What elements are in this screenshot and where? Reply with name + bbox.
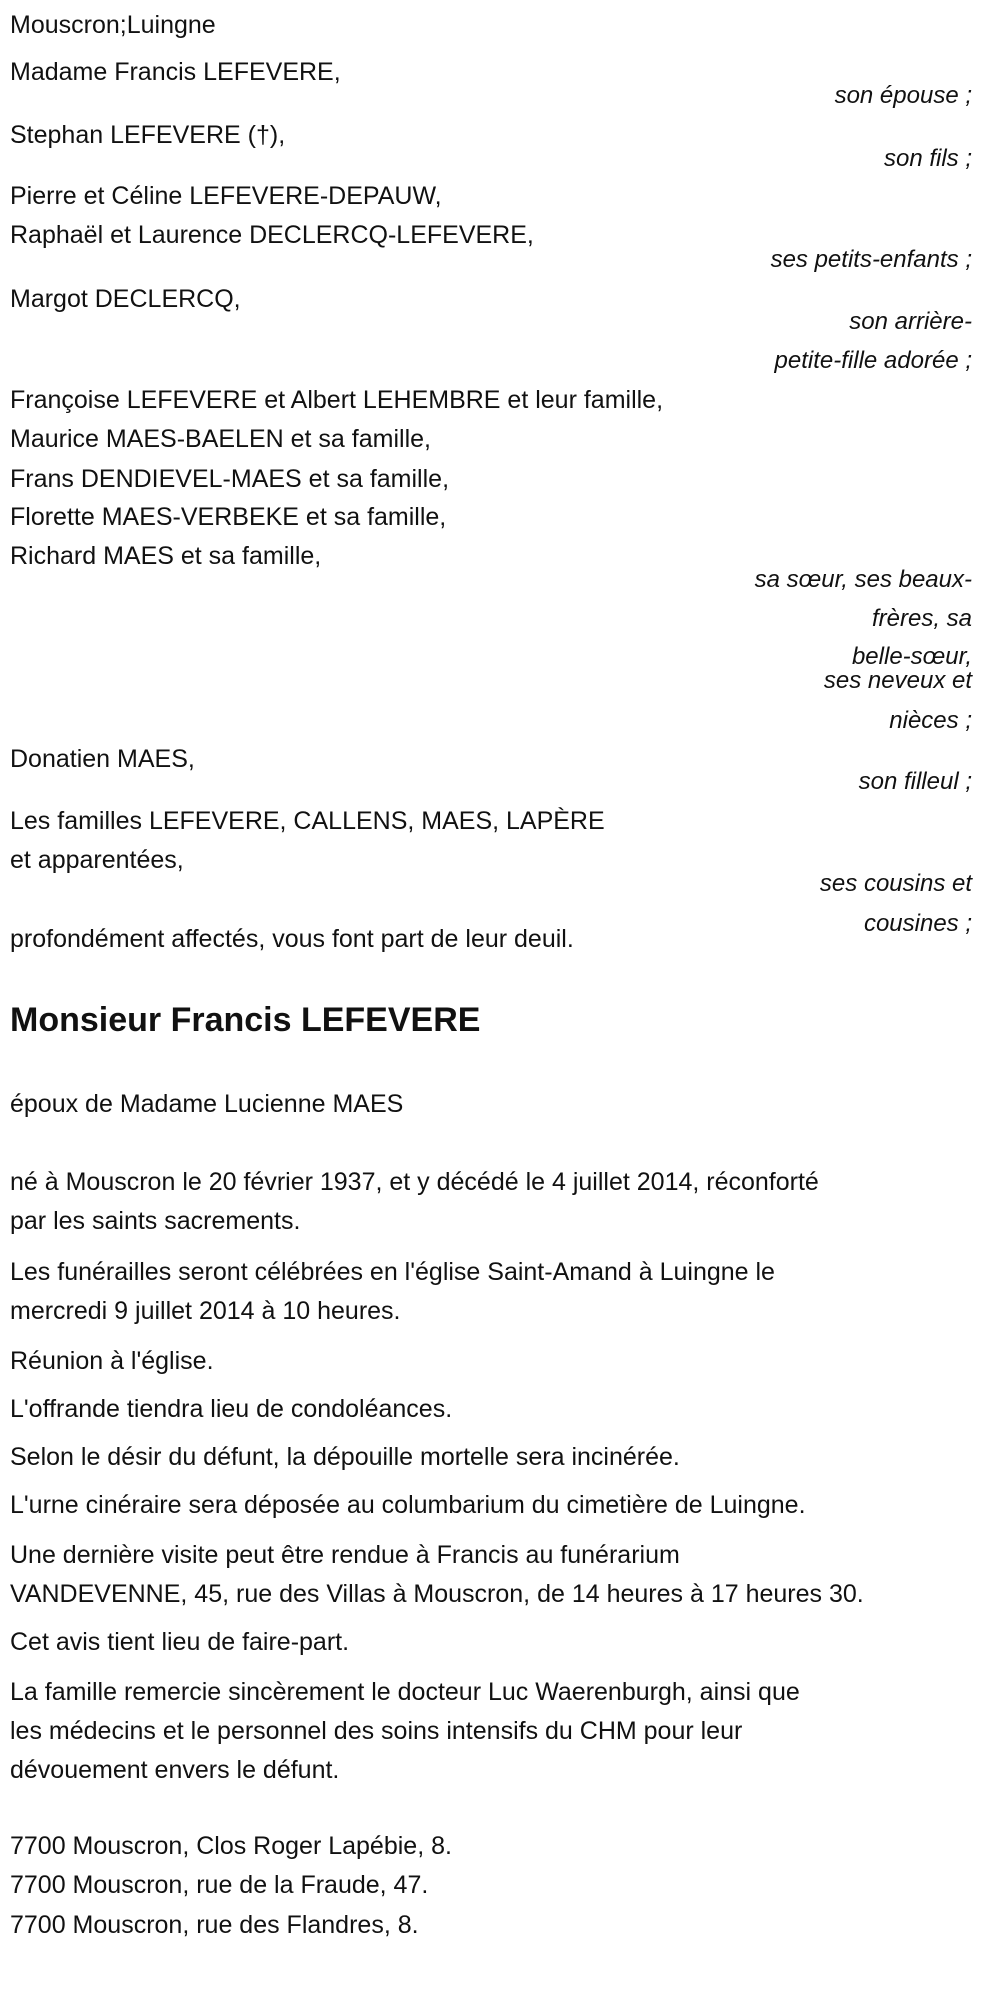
family-name: Raphaël et Laurence DECLERCQ-LEFEVERE,	[10, 221, 534, 249]
family-name: Pierre et Céline LEFEVERE-DEPAUW,	[10, 182, 442, 210]
relation-label: son fils ;	[883, 145, 972, 172]
paragraph-line: dévouement envers le défunt.	[10, 1756, 340, 1784]
relation-label: son arrière-	[849, 308, 972, 335]
relation-label: cousines ;	[863, 910, 972, 937]
relation-label: ses petits-enfants ;	[770, 246, 972, 273]
location: Mouscron;Luingne	[10, 11, 216, 39]
family-name: Les familles LEFEVERE, CALLENS, MAES, LAPÈRE	[10, 807, 605, 835]
family-name: Madame Francis LEFEVERE,	[10, 58, 341, 86]
family-name: Margot DECLERCQ,	[10, 285, 241, 313]
family-name: Françoise LEFEVERE et Albert LEHEMBRE et leur famille,	[10, 386, 664, 414]
family-name: Stephan LEFEVERE (†),	[10, 121, 286, 149]
paragraph-line: Selon le désir du défunt, la dépouille mortelle sera incinérée.	[10, 1443, 680, 1471]
relation-label: nièces ;	[889, 707, 972, 734]
paragraph-line: Réunion à l'église.	[10, 1347, 214, 1375]
address: 7700 Mouscron, Clos Roger Lapébie, 8.	[10, 1832, 452, 1860]
relation-label: petite-fille adorée ;	[774, 347, 972, 374]
relation-label: son filleul ;	[858, 768, 972, 795]
family-name: et apparentées,	[10, 846, 184, 874]
paragraph-line: L'offrande tiendra lieu de condoléances.	[10, 1395, 453, 1423]
paragraph-line: Une dernière visite peut être rendue à Francis au funérarium	[10, 1541, 680, 1569]
spouse-text: époux de Madame Lucienne MAES	[10, 1090, 404, 1118]
family-name: Richard MAES et sa famille,	[10, 542, 322, 570]
relation-label: ses neveux et	[823, 667, 972, 694]
address: 7700 Mouscron, rue de la Fraude, 47.	[10, 1871, 429, 1899]
relation-label: belle-sœur,	[851, 643, 972, 670]
family-name: Donatien MAES,	[10, 745, 195, 773]
paragraph-line: né à Mouscron le 20 février 1937, et y décédé le 4 juillet 2014, réconforté	[10, 1168, 819, 1196]
relation-label: ses cousins et	[819, 870, 972, 897]
closing-text: profondément affectés, vous font part de leur deuil.	[10, 925, 574, 953]
family-name: Maurice MAES-BAELEN et sa famille,	[10, 425, 431, 453]
address: 7700 Mouscron, rue des Flandres, 8.	[10, 1911, 419, 1939]
paragraph-line: Les funérailles seront célébrées en l'église Saint-Amand à Luingne le	[10, 1258, 775, 1286]
deceased-name-heading: Monsieur Francis LEFEVERE	[10, 1001, 481, 1039]
paragraph-line: L'urne cinéraire sera déposée au columbarium du cimetière de Luingne.	[10, 1491, 806, 1519]
paragraph-line: Cet avis tient lieu de faire-part.	[10, 1628, 350, 1656]
family-name: Florette MAES-VERBEKE et sa famille,	[10, 503, 447, 531]
paragraph-line: VANDEVENNE, 45, rue des Villas à Mouscron, de 14 heures à 17 heures 30.	[10, 1580, 864, 1608]
family-name: Frans DENDIEVEL-MAES et sa famille,	[10, 465, 450, 493]
relation-label: son épouse ;	[834, 82, 972, 109]
paragraph-line: les médecins et le personnel des soins intensifs du CHM pour leur	[10, 1717, 743, 1745]
paragraph-line: mercredi 9 juillet 2014 à 10 heures.	[10, 1297, 401, 1325]
relation-label: sa sœur, ses beaux-	[754, 566, 972, 593]
paragraph-line: par les saints sacrements.	[10, 1207, 301, 1235]
relation-label: frères, sa	[871, 605, 972, 632]
paragraph-line: La famille remercie sincèrement le docteur Luc Waerenburgh, ainsi que	[10, 1678, 800, 1706]
